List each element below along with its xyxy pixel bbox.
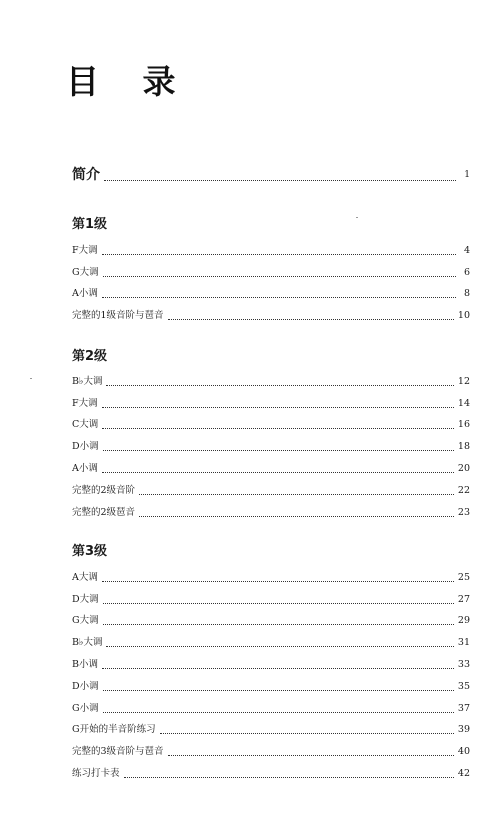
leader-dots xyxy=(102,472,454,473)
entry-label: F大调 xyxy=(72,397,98,409)
entry-page-number: 18 xyxy=(457,441,470,453)
toc-entry[interactable] xyxy=(72,585,470,607)
toc-entry[interactable] xyxy=(72,607,470,629)
level-1-heading: 第1级 xyxy=(72,217,108,232)
entry-page-number: 16 xyxy=(457,419,470,431)
toc-entry[interactable] xyxy=(72,650,470,672)
entry-page-number: 27 xyxy=(457,593,470,605)
entry-label: F大调 xyxy=(72,244,98,256)
entry-label: C大调 xyxy=(72,419,99,431)
entry-page-number: 40 xyxy=(457,746,470,758)
entry-page-number: 14 xyxy=(457,397,470,409)
entry-label: 完整的3级音阶与琶音 xyxy=(72,746,164,758)
leader-dots xyxy=(168,755,454,756)
toc-entry-intro[interactable] xyxy=(72,166,470,184)
entry-label: 完整的2级音阶 xyxy=(72,484,136,496)
leader-dots xyxy=(103,624,454,625)
entry-page-number: 42 xyxy=(457,767,470,779)
entry-page-number: 31 xyxy=(457,637,470,649)
level-2-heading: 第2级 xyxy=(72,349,108,364)
entry-label: 完整的1级音阶与琶音 xyxy=(72,310,164,322)
entry-label: D大调 xyxy=(72,593,99,605)
level-3-heading: 第3级 xyxy=(72,544,108,559)
entry-page-number: 1 xyxy=(464,170,470,180)
toc-entry[interactable] xyxy=(72,280,470,302)
leader-dots xyxy=(102,668,454,669)
entry-label: B♭大调 xyxy=(72,637,103,649)
entry-label: D小调 xyxy=(72,680,99,692)
leader-dots xyxy=(102,297,456,298)
entry-label: B♭大调 xyxy=(72,375,103,387)
entry-page-number: 29 xyxy=(457,615,470,627)
leader-dots xyxy=(103,690,454,691)
leader-dots xyxy=(102,407,454,408)
leader-dots xyxy=(103,276,456,277)
toc-entry[interactable] xyxy=(72,716,470,738)
toc-entry[interactable] xyxy=(72,672,470,694)
toc-entry[interactable] xyxy=(72,367,470,389)
entry-page-number: 10 xyxy=(457,310,470,322)
toc-entry[interactable] xyxy=(72,563,470,585)
entry-page-number: 39 xyxy=(457,724,470,736)
toc-entry[interactable] xyxy=(72,258,470,280)
leader-dots xyxy=(139,516,454,517)
leader-dots xyxy=(102,428,454,429)
entry-label: 完整的2级琶音 xyxy=(72,506,136,518)
entry-page-number: 23 xyxy=(457,506,470,518)
leader-dots xyxy=(168,319,454,320)
entry-page-number: 22 xyxy=(457,484,470,496)
toc-entry[interactable] xyxy=(72,694,470,716)
entry-page-number: 37 xyxy=(457,702,470,714)
level-3-entries xyxy=(72,563,470,781)
entry-page-number: 6 xyxy=(463,266,470,278)
entry-page-number: 8 xyxy=(463,288,470,300)
entry-label: G开始的半音阶练习 xyxy=(72,724,156,736)
toc-entry[interactable] xyxy=(72,628,470,650)
toc-entry[interactable] xyxy=(72,236,470,258)
leader-dots xyxy=(106,385,453,386)
leader-dots xyxy=(160,733,454,734)
entry-page-number: 33 xyxy=(457,658,470,670)
entry-page-number: 4 xyxy=(463,244,470,256)
entry-page-number: 20 xyxy=(457,462,470,474)
level-1-entries xyxy=(72,236,470,323)
entry-label: D小调 xyxy=(72,441,99,453)
toc-entry[interactable] xyxy=(72,389,470,411)
entry-label: G大调 xyxy=(72,615,99,627)
toc-entry[interactable] xyxy=(72,759,470,781)
toc-entry[interactable] xyxy=(72,411,470,433)
entry-label: A小调 xyxy=(72,462,98,474)
entry-label: G大调 xyxy=(72,266,99,278)
entry-label: 练习打卡表 xyxy=(72,767,120,779)
toc-entry[interactable] xyxy=(72,432,470,454)
entry-label: G小调 xyxy=(72,702,99,714)
leader-dots xyxy=(102,581,454,582)
print-speck xyxy=(30,378,32,379)
leader-dots xyxy=(103,603,454,604)
entry-page-number: 25 xyxy=(457,571,470,583)
entry-label: A小调 xyxy=(72,288,98,300)
toc-entry[interactable] xyxy=(72,476,470,498)
entry-label: B小调 xyxy=(72,658,98,670)
leader-dots xyxy=(103,712,454,713)
page-title: 目 录 xyxy=(66,62,192,101)
leader-dots xyxy=(104,180,456,181)
entry-page-number: 12 xyxy=(457,375,470,387)
toc-entry[interactable] xyxy=(72,498,470,520)
leader-dots xyxy=(106,646,453,647)
leader-dots xyxy=(124,777,454,778)
toc-entry[interactable] xyxy=(72,301,470,323)
leader-dots xyxy=(139,494,454,495)
print-speck xyxy=(356,217,358,218)
toc-entry[interactable] xyxy=(72,737,470,759)
leader-dots xyxy=(103,450,454,451)
leader-dots xyxy=(102,254,456,255)
level-2-entries xyxy=(72,367,470,520)
entry-page-number: 35 xyxy=(457,680,470,692)
toc-entry[interactable] xyxy=(72,454,470,476)
entry-label: A大调 xyxy=(72,571,98,583)
entry-label: 简介 xyxy=(72,167,100,183)
